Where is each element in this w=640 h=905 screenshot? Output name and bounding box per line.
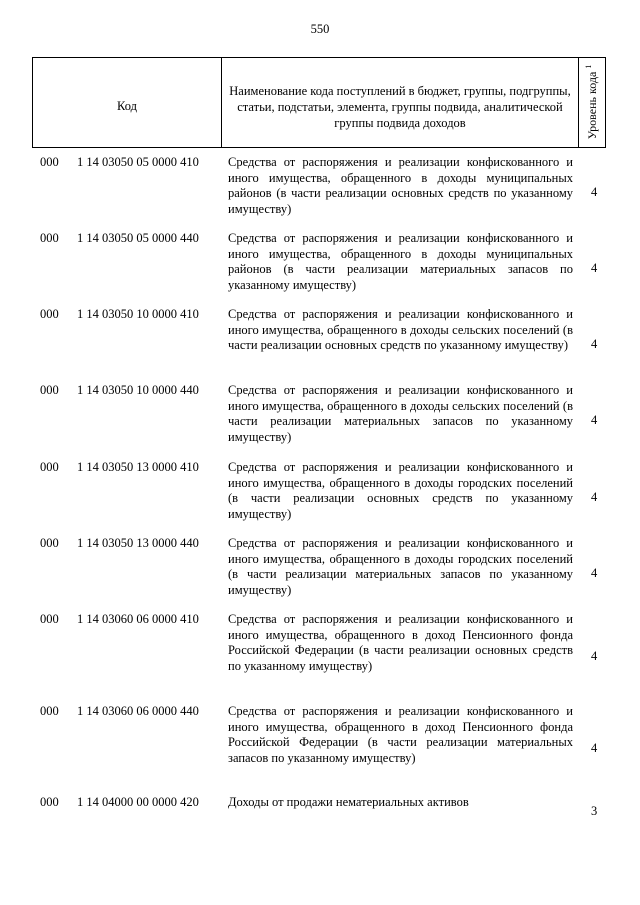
header-level (579, 58, 605, 147)
row-name: Средства от распоряжения и реализации конфискованного и иного имущества, обращенного в доходы сельских поселений (в части реализации материальных запасов по указанному имуществу) (228, 383, 573, 444)
row-code: 1 14 03050 10 0000 410 (77, 307, 199, 321)
row-code: 1 14 03050 10 0000 440 (77, 383, 199, 397)
row-code: 1 14 03060 06 0000 440 (77, 704, 199, 718)
row-level: 4 (591, 649, 598, 663)
row-code: 1 14 03050 13 0000 440 (77, 536, 199, 550)
row-level: 4 (591, 566, 598, 580)
row-level: 4 (591, 413, 598, 427)
header-name: Наименование кода поступлений в бюджет, группы, подгруппы, статьи, подстатьи, элемента, группы подвида, аналитической группы подвида доходов (222, 58, 579, 147)
row-name: Доходы от продажи нематериальных активов (228, 795, 469, 809)
row-prefix: 000 (40, 307, 59, 321)
row-code: 1 14 03060 06 0000 410 (77, 612, 199, 626)
header-code: Код (33, 58, 222, 147)
row-name: Средства от распоряжения и реализации конфискованного и иного имущества, обращенного в доходы городских поселений (в части реализации материальных запасов по указанному имуществу) (228, 536, 573, 597)
row-prefix: 000 (40, 704, 59, 718)
row-level: 4 (591, 261, 598, 275)
row-prefix: 000 (40, 383, 59, 397)
row-name: Средства от распоряжения и реализации конфискованного и иного имущества, обращенного в доход Пенсионного фонда Российской Федерации (в части реализации основных средств по указанному имуществу) (228, 612, 573, 673)
row-prefix: 000 (40, 612, 59, 626)
page-number: 550 (310, 22, 330, 36)
row-code: 1 14 03050 05 0000 440 (77, 231, 199, 245)
row-name: Средства от распоряжения и реализации конфискованного и иного имущества, обращенного в доходы городских поселений (в части реализации основных средств по указанному имуществу) (228, 460, 573, 521)
header-level-label: Уровень кода (585, 71, 599, 140)
row-name: Средства от распоряжения и реализации конфискованного и иного имущества, обращенного в доходы муниципальных районов (в части реализации материальных запасов по указанному имуществу) (228, 231, 573, 292)
header-level-footnote: 1 (584, 64, 593, 69)
row-code: 1 14 03050 05 0000 410 (77, 155, 199, 169)
row-name: Средства от распоряжения и реализации конфискованного и иного имущества, обращенного в доходы сельских поселений (в части реализации основных средств по указанному имуществу) (228, 307, 573, 353)
row-level: 4 (591, 490, 598, 504)
row-prefix: 000 (40, 155, 59, 169)
row-level: 4 (591, 185, 598, 199)
row-prefix: 000 (40, 460, 59, 474)
row-level: 4 (591, 337, 598, 351)
header-level-text (584, 65, 600, 140)
row-prefix: 000 (40, 231, 59, 245)
row-code: 1 14 04000 00 0000 420 (77, 795, 199, 809)
row-name: Средства от распоряжения и реализации конфискованного и иного имущества, обращенного в доходы муниципальных районов (в части реализации основных средств по указанному имуществу) (228, 155, 573, 216)
table-header (32, 57, 606, 148)
row-level: 3 (591, 804, 598, 818)
row-prefix: 000 (40, 536, 59, 550)
row-name: Средства от распоряжения и реализации конфискованного и иного имущества, обращенного в доход Пенсионного фонда Российской Федерации (в части реализации материальных запасов по указанному имуществу) (228, 704, 573, 765)
row-level: 4 (591, 741, 598, 755)
row-code: 1 14 03050 13 0000 410 (77, 460, 199, 474)
row-prefix: 000 (40, 795, 59, 809)
